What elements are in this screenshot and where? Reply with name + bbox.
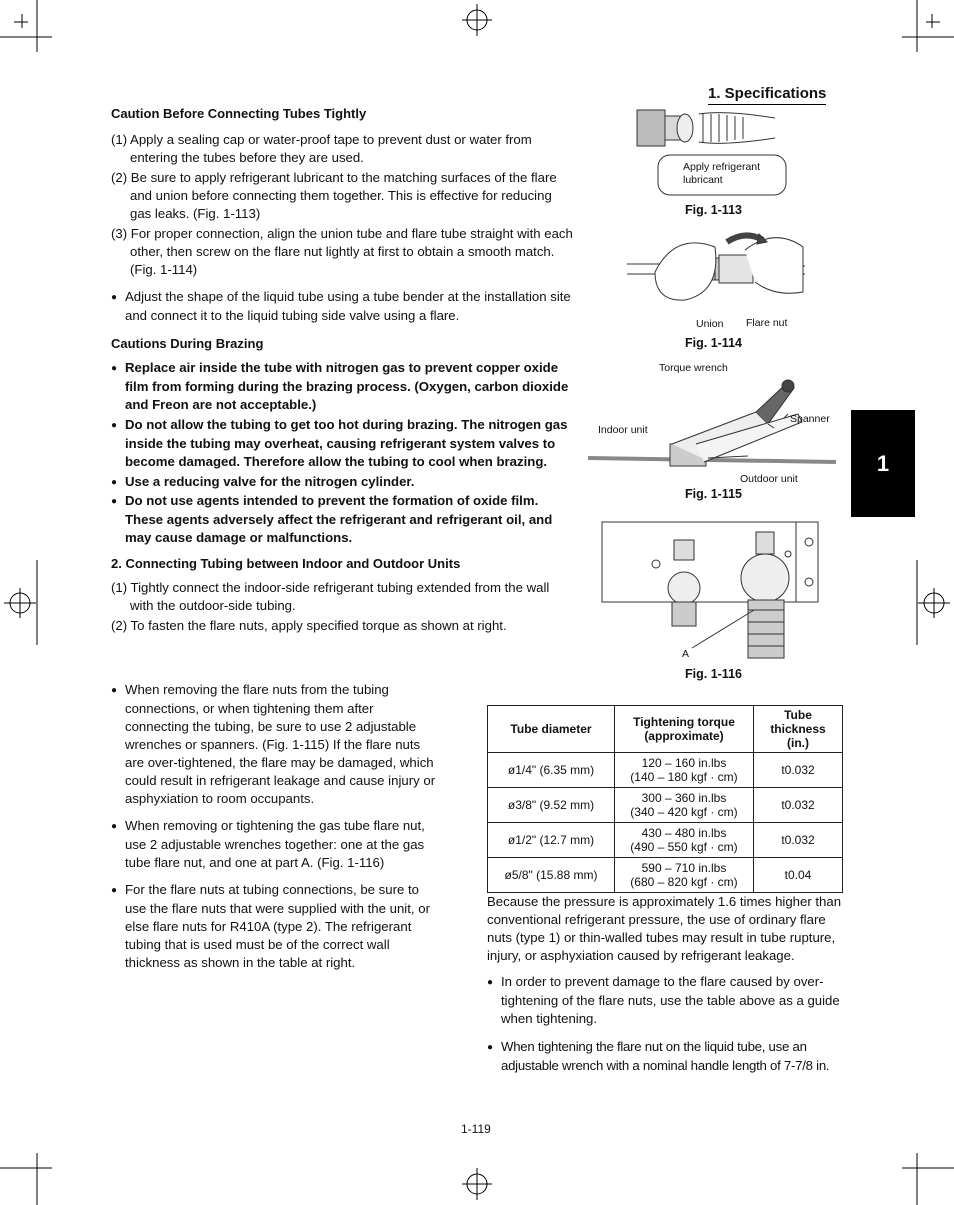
fig-114-label-union: Union xyxy=(696,318,724,330)
fig-114-label-flare-nut: Flare nut xyxy=(746,317,788,329)
cell-thickness: t0.032 xyxy=(754,788,843,823)
cell-torque: 590 – 710 in.lbs (680 – 820 kgf · cm) xyxy=(615,858,754,893)
table-header-diameter: Tube diameter xyxy=(488,706,615,753)
fig-115-caption: Fig. 1-115 xyxy=(685,487,742,501)
tubing-item: (2) To fasten the flare nuts, apply specified torque as shown at right. xyxy=(111,618,507,633)
brazing-bullet: ● Use a reducing valve for the nitrogen cylinder. xyxy=(111,473,576,492)
torque-table xyxy=(487,705,843,893)
tubing-item: (1) Tightly connect the indoor-side refrigerant tubing extended from the wall with the outdoor-side tubing. xyxy=(111,580,550,613)
table-row xyxy=(488,788,843,823)
fig-115-label-outdoor: Outdoor unit xyxy=(740,473,798,485)
right-bullet: ● In order to prevent damage to the flare caused by over-tightening of the flare nuts, use the table above as a guide when tightening. xyxy=(487,973,849,1028)
heading-cautions-brazing: Cautions During Brazing xyxy=(111,336,264,351)
chapter-tab xyxy=(851,410,915,517)
heading-connecting-tubing: 2. Connecting Tubing between Indoor and Outdoor Units xyxy=(111,556,461,571)
cell-thickness: t0.032 xyxy=(754,823,843,858)
fig-115-label-indoor: Indoor unit xyxy=(598,424,648,436)
table-header-torque: Tightening torque (approximate) xyxy=(615,706,754,753)
cell-diameter: ø3/8" (9.52 mm) xyxy=(488,788,615,823)
table-row xyxy=(488,753,843,788)
cell-torque: 300 – 360 in.lbs (340 – 420 kgf · cm) xyxy=(615,788,754,823)
caution-item: (1) Apply a sealing cap or water-proof tape to prevent dust or water from entering the tubes before they are used. xyxy=(111,132,532,165)
cell-diameter: ø1/2" (12.7 mm) xyxy=(488,823,615,858)
right-bullet: ● When tightening the flare nut on the liquid tube, use an adjustable wrench with a nominal handle length of 7-7/8 in. xyxy=(487,1038,849,1075)
right-column-text xyxy=(487,893,849,1075)
left-bottom-bullets xyxy=(111,681,439,972)
fig-116-caption: Fig. 1-116 xyxy=(685,667,742,681)
pressure-paragraph: Because the pressure is approximately 1.6 times higher than conventional refrigerant pressure, the use of ordinary flare nuts (type 1) or thin-walled tubes may result in tube rupture, injury, or asphyxiation caused by refrigerant leakage. xyxy=(487,894,842,963)
left-column xyxy=(111,105,576,635)
brazing-bullet: ● Do not allow the tubing to get too hot during brazing. The nitrogen gas inside the tubing may overheat, causing refrigerant system valves to become damaged. Therefore allow the tubing to cool when brazing. xyxy=(111,416,576,471)
page-number: 1-119 xyxy=(461,1122,491,1136)
caution-bullet: ● Adjust the shape of the liquid tube using a tube bender at the installation site and connect it to the liquid tubing side valve using a flare. xyxy=(111,288,576,325)
caution-item: (3) For proper connection, align the union tube and flare tube straight with each other, then screw on the flare nut lightly at first to obtain a smooth match. (Fig. 1-114) xyxy=(111,226,573,277)
table-row xyxy=(488,858,843,893)
brazing-bullet: ● Do not use agents intended to prevent the formation of oxide film. These agents adversely affect the refrigerant and refrigerant oil, and may cause damage or malfunctions. xyxy=(111,492,576,547)
heading-caution-connecting: Caution Before Connecting Tubes Tightly xyxy=(111,106,367,121)
flare-bullet: ● For the flare nuts at tubing connections, be sure to use the flare nuts that were supplied with the unit, or else flare nuts for R410A (type 2). The refrigerant tubing that is used must be of the correct wall thickness as shown in the table at right. xyxy=(111,881,439,972)
table-header-row xyxy=(488,706,843,753)
flare-bullet: ● When removing or tightening the gas tube flare nut, use 2 adjustable wrenches together: one at the gas tube flare nut, and one at part A. (Fig. 1-116) xyxy=(111,817,439,872)
caution-item: (2) Be sure to apply refrigerant lubricant to the matching surfaces of the flare and union before connecting them together. This is effective for reducing gas leaks. (Fig. 1-113) xyxy=(111,170,557,221)
fig-114-illustration xyxy=(625,222,810,322)
cell-diameter: ø1/4" (6.35 mm) xyxy=(488,753,615,788)
cell-torque: 430 – 480 in.lbs (490 – 550 kgf · cm) xyxy=(615,823,754,858)
fig-115-label-torque: Torque wrench xyxy=(659,362,728,374)
fig-113-label: Apply refrigerant lubricant xyxy=(683,161,761,186)
fig-116-illustration xyxy=(598,518,823,664)
fig-113-caption: Fig. 1-113 xyxy=(685,203,742,217)
section-title: 1. Specifications xyxy=(708,85,827,102)
fig-115-label-spanner: Spanner xyxy=(790,413,830,425)
fig-116-label-a: A xyxy=(682,648,690,660)
cell-thickness: t0.032 xyxy=(754,753,843,788)
table-row xyxy=(488,823,843,858)
table-header-thickness: Tube thickness (in.) xyxy=(754,706,843,753)
brazing-bullet: ● Replace air inside the tube with nitrogen gas to prevent copper oxide film from forming during the brazing process. (Oxygen, carbon dioxide and Freon are not acceptable.) xyxy=(111,359,576,414)
flare-bullet: ● When removing the flare nuts from the tubing connections, or when tightening them after connecting the tubing, be sure to use 2 adjustable wrenches or spanners. (Fig. 1-115) If the flare nuts are over-tightened, the flare may be damaged, which could result in refrigerant leakage and cause injury or asphyxiation to room occupants. xyxy=(111,681,439,808)
cell-torque: 120 – 160 in.lbs (140 – 180 kgf · cm) xyxy=(615,753,754,788)
chapter-tab-number: 1 xyxy=(876,450,890,476)
cell-diameter: ø5/8" (15.88 mm) xyxy=(488,858,615,893)
cell-thickness: t0.04 xyxy=(754,858,843,893)
fig-114-caption: Fig. 1-114 xyxy=(685,336,742,350)
